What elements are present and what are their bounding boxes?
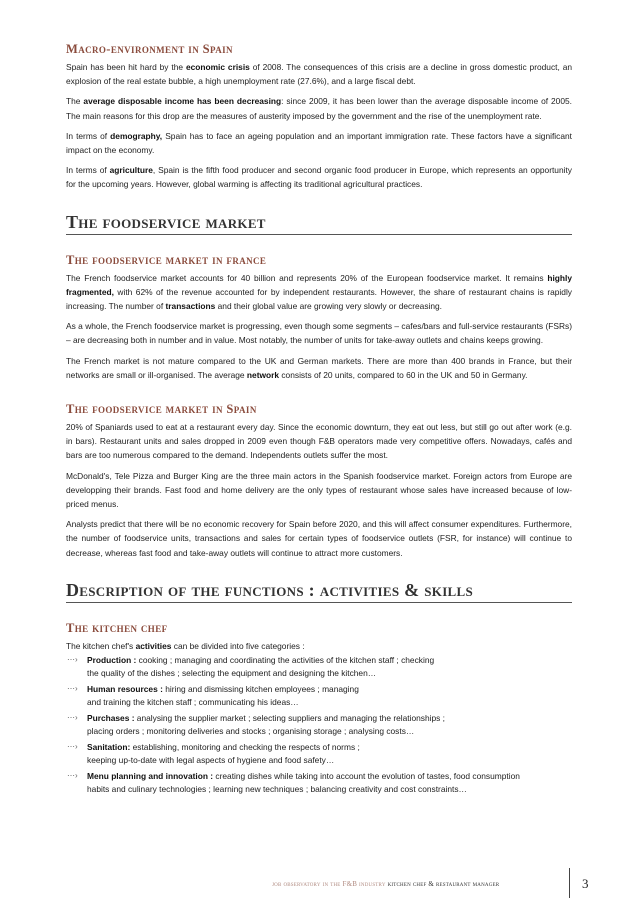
document-page xyxy=(66,0,572,795)
france-heading: The foodservice market in france xyxy=(66,252,267,267)
spain-heading: The foodservice market in Spain xyxy=(66,402,257,417)
dotted-arrow-icon: ⋯› xyxy=(67,684,78,694)
france-p1: The French foodservice market accounts for 40 billion and represents 20% of the European foodservice market. It remains highly fragmented, with 62% of the revenue accounted for by independent restaurants. However, the share of restaurant chains is rapidly increasing. The number of transactions and their global value are growing very slowly or decreasing. xyxy=(66,272,572,312)
list-item: ⋯› Menu planning and innovation : creating dishes while taking into account the evolution of tastes, food consumption habits and culinary technologies ; learning new techniques ; balancing creativity and cost constraints… xyxy=(67,771,520,794)
foodservice-heading: The foodservice market xyxy=(66,212,572,235)
macro-heading: Macro-environment in Spain xyxy=(66,42,233,56)
dotted-arrow-icon: ⋯› xyxy=(67,713,78,723)
list-item: ⋯› Purchases : analysing the supplier market ; selecting suppliers and managing the relationships ; placing orders ; monitoring deliveries and stocks ; organising storage ; analysing costs… xyxy=(67,713,446,736)
macro-p3: In terms of demography, Spain has to face an ageing population and an important immigration rate. These factors have a significant impact on the economy. xyxy=(66,130,572,156)
list-item: ⋯› Production : cooking ; managing and coordinating the activities of the kitchen staff ; checking the quality of the dishes ; selecting the equipment and designing the kitchen… xyxy=(67,655,435,678)
macro-p2: The average disposable income has been decreasing: since 2009, it has been lower than the average disposable income of 2005. The main reasons for this drop are the measures of austerity imposed by the government and the rise of the unemployment rate. xyxy=(66,96,572,121)
spain-p1: 20% of Spaniards used to eat at a restaurant every day. Since the economic downturn, they eat out less, but still go out after work (e.g. in bars). Restaurant units and sales dropped in 2009 even though F&B operators made very competitive offers. Nowadays, cafés and bars are too numerous compared to the demand. Independents outlets suffer the most. xyxy=(66,422,572,461)
france-p2: As a whole, the French foodservice market is progressing, even though some segments – cafes/bars and full-service restaurants (FSRs) – are decreasing both in number and in value. Most notably, the number of units for take-away outlets and chains keeps growing. xyxy=(66,321,572,346)
dotted-arrow-icon: ⋯› xyxy=(67,742,78,752)
macro-p1: Spain has been hit hard by the economic crisis of 2008. The consequences of this crisis are a decline in gross domestic product, an explosion of the real estate bubble, a high unemployment rate (27.6%), and a large fiscal debt. xyxy=(66,62,573,87)
page-number: 3 xyxy=(582,876,589,891)
list-item: ⋯› Sanitation: establishing, monitoring and checking the respects of norms ; keeping up-to-date with legal aspects of hygiene and food safety… xyxy=(67,742,360,765)
macro-p4: In terms of agriculture, Spain is the fifth food producer and second organic food producer in Europe, which represents an opportunity for the upcoming years. However, global warming is affecting its traditional agricultural practices. xyxy=(66,165,572,190)
france-p3: The French market is not mature compared to the UK and German markets. There are more than 400 brands in France, but their networks are small or ill-organised. The average network consists of 20 units, compared to 60 in the UK and 50 in Germany. xyxy=(66,355,572,380)
dotted-arrow-icon: ⋯› xyxy=(67,655,78,665)
functions-heading: Description of the functions : activities & skills xyxy=(66,580,572,603)
chef-intro: The kitchen chef's activities can be divided into five categories : xyxy=(66,640,305,651)
kitchen-chef-heading: The kitchen chef xyxy=(66,620,168,635)
spain-p3: Analysts predict that there will be no economic recovery for Spain before 2020, and this will affect consumer expenditures. Furthermore, the number of foodservice units, transactions and sales for certain types of foodservice outlets (FSR, for instance) will continue to decrease, whereas fast food and take-away outlets will continue to attract more customers. xyxy=(66,519,572,558)
page-footer xyxy=(272,880,499,888)
footer-series: job observatory in the F&B industry xyxy=(272,880,386,888)
chef-activities-list xyxy=(66,654,572,795)
footer-title: kitchen chef & restaurant manager xyxy=(387,880,500,888)
list-item: ⋯› Human resources : hiring and dismissing kitchen employees ; managing and training the kitchen staff ; communicating his ideas… xyxy=(67,684,359,707)
spain-p2: McDonald's, Tele Pizza and Burger King are the three main actors in the Spanish foodservice market. Foreign actors from Europe are developping their brands. Fast food and home delivery are the only types of restaurant whose sales have increased because of low-priced menus. xyxy=(66,470,572,510)
footer-divider xyxy=(569,868,570,898)
dotted-arrow-icon: ⋯› xyxy=(67,771,78,781)
